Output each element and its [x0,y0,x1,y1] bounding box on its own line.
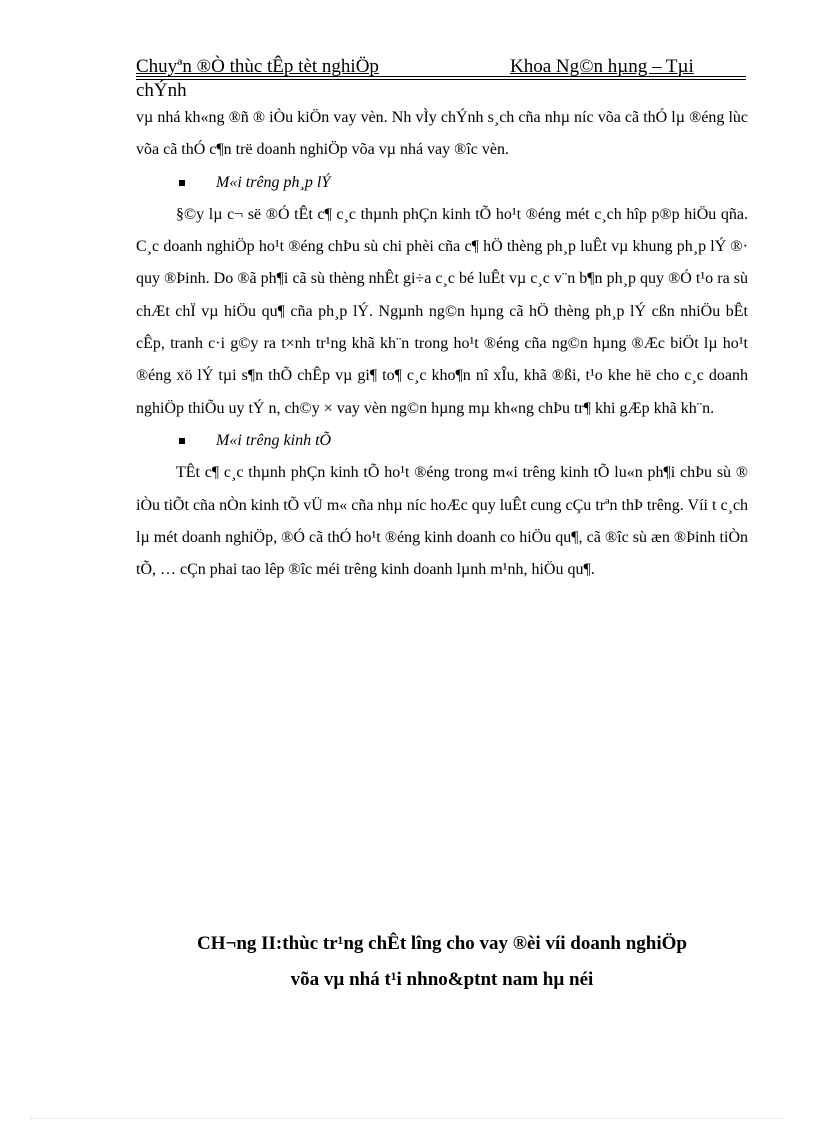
paragraph-1: vµ nhá kh«ng ®ñ ® iÒu kiÖn vay vèn. Nh vÌy chÝnh s¸ch cña nhµ níc võa cã thÓ lµ ®éng lùc võa cã thÓ c¶n trë doanh nghiÖp võa vµ nhá vay ®îc vèn. [136,109,748,159]
paragraph-3: TÊt c¶ c¸c thµnh phÇn kinh tÕ ho¹t ®éng trong m«i trêng kinh tÕ lu«n ph¶i chÞu sù ® iÒu tiÕt cña nÒn kinh tÕ vÜ m« cña nhµ níc hoÆc quy luÊt cung cÇu trªn thÞ trêng. Víi t c¸ch lµ mét doanh nghiÖp, ®Ó cã thÓ ho¹t ®éng kinh doanh co hiÖu qu¶, cã ®îc sù æn ®Þinh tiÒn tÕ, … cÇn phai tao lêp ®îc méi trêng kinh doanh lµnh m¹nh, hiÖu qu¶. [136,464,748,579]
chapter-heading [136,926,748,998]
chapter-heading-line-1: CH¬ng II:thùc tr¹ng chÊt lîng cho vay ®èi víi doanh nghiÖp [197,933,687,954]
bullet-item-legal [136,167,748,199]
header-rule-bottom [136,79,746,80]
square-bullet-icon [179,438,185,444]
body-text [136,102,748,586]
header-left-title: Chuyªn ®Ò thùc tÊp tèt nghiÖp [136,56,379,77]
bullet-item-economic [136,425,748,457]
header-continuation: chÝnh [136,80,187,101]
header-right-title: Khoa Ng©n hµng – Tµi [510,56,694,77]
page-bottom-border [30,1118,786,1119]
bullet-text-legal: M«i trêng ph¸p lÝ [216,173,331,191]
chapter-heading-line-2: võa vµ nhá t¹i nhno&ptnt nam hµ néi [290,969,594,990]
bullet-text-economic: M«i trêng kinh tÕ [216,431,332,449]
header-rule-top [136,76,746,77]
square-bullet-icon [179,180,185,186]
paragraph-2: §©y lµ c¬ së ®Ó tÊt c¶ c¸c thµnh phÇn kinh tÕ ho¹t ®éng mét c¸ch hîp p®p hiÖu qña. C¸c doanh nghiÖp ho¹t ®éng chÞu sù chi phèi cña c¶ hÖ thèng ph¸p luÊt vµ khung ph¸p lÝ ®· quy ®Þinh. Do ®ã ph¶i cã sù thèng nhÊt gi÷a c¸c bé luÊt vµ c¸c v¨n b¶n ph¸p quy ®Ó t¹o ra sù chÆt chÏ vµ hiÖu qu¶ cña ph¸p lÝ. Ngµnh ng©n hµng cã hÖ thèng ph¸p lÝ cßn nhiÖu bÊt cÊp, tranh c·i g©y ra t×nh tr¹ng khã kh¨n trong ho¹t ®éng cña ng©n hµng ®Æc biÖt lµ ho¹t ®éng xö lÝ tµi s¶n thÕ chÊp vµ gi¶ to¶ c¸c kho¶n nî xÎu, khã ®ßi, t¹o khe hë cho c¸c doanh nghiÖp thiÕu uy tÝ n, ch©y × vay vèn ng©n hµng mµ kh«ng chÞu tr¶ khi gÆp khã kh¨n. [136,205,748,417]
